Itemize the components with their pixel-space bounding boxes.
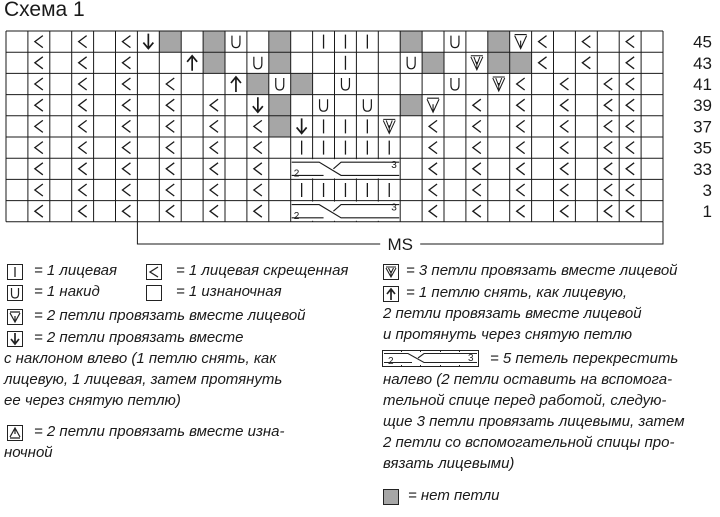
- twisted-knit-mark: [122, 57, 130, 69]
- yarn-over-mark: [320, 99, 328, 111]
- legend-cable-line2: налево (2 петли оставить на вспомога-: [383, 371, 673, 388]
- no-stitch-cell: [269, 31, 291, 52]
- twisted-knit-mark: [122, 99, 130, 111]
- legend-sk2p-line2: 2 петли провязать вместе лицевой: [383, 305, 642, 322]
- k2tog-mark: [515, 35, 527, 49]
- twisted-knit-mark: [166, 99, 174, 111]
- legend-cable: = 5 петель перекрестить: [490, 350, 679, 367]
- legend-twisted-knit: = 1 лицевая скрещенная: [176, 262, 349, 279]
- row-number-label: 1: [702, 202, 712, 222]
- k3tog-mark: [471, 56, 483, 70]
- twisted-knit-mark: [122, 205, 130, 217]
- no-stitch-cell: [510, 52, 532, 73]
- cable-left-label: 2: [293, 210, 300, 222]
- sk2p-icon: [383, 286, 399, 302]
- twisted-knit-mark: [626, 205, 634, 217]
- cable-left-label: 2: [293, 168, 300, 180]
- row-number-label: 37: [693, 117, 712, 137]
- yarn-over-mark: [451, 36, 459, 48]
- yarn-over-mark: [341, 78, 349, 90]
- yarn-over-mark: [254, 57, 262, 69]
- sk2p-mark: [187, 56, 197, 71]
- twisted-knit-mark: [166, 120, 174, 132]
- twisted-knit-mark: [254, 163, 262, 175]
- twisted-knit-mark: [560, 120, 568, 132]
- twisted-knit-mark: [626, 142, 634, 154]
- legend-sk2p-line3: и протянуть через снятую петлю: [383, 326, 633, 343]
- twisted-knit-mark: [79, 205, 87, 217]
- row-number-label: 35: [693, 138, 712, 158]
- legend-yarn-over: = 1 накид: [34, 283, 100, 300]
- cable-right-label: 3: [391, 202, 397, 214]
- cable-icon-left-label: 2: [388, 356, 394, 367]
- no-stitch-cell: [159, 31, 181, 52]
- legend-ssk-line2: с наклоном влево (1 петлю снять, как: [4, 350, 277, 367]
- twisted-knit-mark: [604, 120, 612, 132]
- twisted-knit-mark: [166, 78, 174, 90]
- twisted-knit-mark: [429, 142, 437, 154]
- twisted-knit-mark: [604, 184, 612, 196]
- twisted-knit-mark: [166, 184, 174, 196]
- twisted-knit-mark: [35, 78, 43, 90]
- legend-ssk-line4: ее через снятую петлю): [4, 392, 181, 409]
- legend-p2tog: = 2 петли провязать вместе изна-: [34, 423, 285, 440]
- no-stitch-cell: [269, 116, 291, 137]
- no-stitch-cell: [203, 31, 225, 52]
- legend-sk2p: = 1 петлю снять, как лицевую,: [406, 284, 628, 301]
- twisted-knit-mark: [626, 78, 634, 90]
- no-stitch-cell: [488, 52, 510, 73]
- twisted-knit-mark: [429, 205, 437, 217]
- twisted-knit-mark: [166, 163, 174, 175]
- twisted-knit-mark: [79, 142, 87, 154]
- row-number-label: 39: [693, 96, 712, 116]
- yarn-over-mark: [276, 78, 284, 90]
- twisted-knit-mark: [35, 163, 43, 175]
- no-stitch-cell: [269, 95, 291, 116]
- twisted-knit-mark: [35, 36, 43, 48]
- twisted-knit-mark: [473, 99, 481, 111]
- twisted-knit-mark: [210, 142, 218, 154]
- twisted-knit-mark: [604, 163, 612, 175]
- legend-cable-line6: вязать лицевыми): [383, 455, 515, 472]
- twisted-knit-mark: [254, 184, 262, 196]
- twisted-knit-mark: [210, 205, 218, 217]
- chart-title: Схема 1: [4, 0, 85, 21]
- k3tog-mark: [493, 77, 505, 91]
- twisted-knit-mark: [560, 184, 568, 196]
- yarn-over-mark: [407, 57, 415, 69]
- twisted-knit-mark: [254, 142, 262, 154]
- twisted-knit-mark: [122, 120, 130, 132]
- cable-icon-right-label: 3: [468, 353, 474, 364]
- legend-p2tog-line2: ночной: [4, 444, 53, 461]
- twisted-knit-mark: [79, 184, 87, 196]
- twisted-knit-mark: [166, 142, 174, 154]
- twisted-knit-mark: [626, 36, 634, 48]
- no-stitch-icon: [383, 489, 399, 505]
- twisted-knit-mark: [35, 205, 43, 217]
- twisted-knit-mark: [79, 120, 87, 132]
- sk2p-mark: [231, 77, 241, 92]
- twisted-knit-mark: [254, 120, 262, 132]
- p2tog-icon: [7, 425, 23, 441]
- twisted-knit-mark: [517, 163, 525, 175]
- k3tog-icon: [383, 264, 399, 280]
- twisted-knit-mark: [560, 78, 568, 90]
- no-stitch-cell: [422, 52, 444, 73]
- twisted-knit-mark: [560, 99, 568, 111]
- yarn-over-icon: [7, 285, 23, 301]
- legend-knit: = 1 лицевая: [34, 262, 118, 279]
- twisted-knit-mark: [517, 142, 525, 154]
- twisted-knit-mark: [560, 205, 568, 217]
- twisted-knit-mark: [122, 78, 130, 90]
- twisted-knit-mark: [473, 142, 481, 154]
- ssk-mark: [253, 97, 263, 112]
- row-number-label: 33: [693, 159, 712, 179]
- yarn-over-mark: [232, 36, 240, 48]
- twisted-knit-mark: [210, 184, 218, 196]
- twisted-knit-mark: [626, 99, 634, 111]
- twisted-knit-mark: [166, 205, 174, 217]
- twisted-knit-mark: [473, 184, 481, 196]
- no-stitch-cell: [269, 52, 291, 73]
- twisted-knit-mark: [35, 142, 43, 154]
- no-stitch-cell: [291, 73, 313, 94]
- twisted-knit-mark: [517, 78, 525, 90]
- twisted-knit-mark: [582, 57, 590, 69]
- twisted-knit-mark: [35, 184, 43, 196]
- ms-label: MS: [387, 235, 413, 254]
- row-number-label: 45: [693, 32, 712, 52]
- ssk-mark: [143, 34, 153, 49]
- yarn-over-mark: [451, 78, 459, 90]
- twisted-knit-mark: [626, 163, 634, 175]
- twisted-knit-mark: [604, 99, 612, 111]
- no-stitch-cell: [400, 31, 422, 52]
- twisted-knit-mark: [79, 163, 87, 175]
- twisted-knit-mark: [79, 57, 87, 69]
- twisted-knit-mark: [604, 78, 612, 90]
- twisted-knit-mark: [35, 57, 43, 69]
- twisted-knit-mark: [560, 163, 568, 175]
- twisted-knit-mark: [254, 205, 262, 217]
- twisted-knit-mark: [122, 184, 130, 196]
- legend-cable-line4: щие 3 петли провязать лицевыми, затем: [383, 413, 685, 430]
- cable-right-label: 3: [391, 160, 397, 172]
- twisted-knit-mark: [473, 163, 481, 175]
- twisted-knit-mark: [122, 163, 130, 175]
- k3tog-mark: [383, 119, 395, 133]
- twisted-knit-mark: [210, 99, 218, 111]
- no-stitch-cell: [488, 31, 510, 52]
- yarn-over-mark: [363, 99, 371, 111]
- twisted-knit-mark: [429, 184, 437, 196]
- legend-k3tog: = 3 петли провязать вместе лицевой: [406, 262, 678, 279]
- twisted-knit-mark: [517, 205, 525, 217]
- ssk-icon: [7, 331, 23, 347]
- purl-stitch-icon: [146, 285, 162, 301]
- cable-cross-icon: [382, 350, 480, 368]
- twisted-knit-mark: [604, 205, 612, 217]
- twisted-knit-mark: [473, 120, 481, 132]
- twisted-knit-icon: [146, 264, 162, 280]
- legend-cable-line3: тельной спице перед работой, следую-: [383, 392, 667, 409]
- twisted-knit-mark: [582, 36, 590, 48]
- twisted-knit-mark: [560, 142, 568, 154]
- legend-ssk-line3: лицевую, 1 лицевая, затем протянуть: [4, 371, 283, 388]
- twisted-knit-mark: [626, 120, 634, 132]
- twisted-knit-mark: [35, 99, 43, 111]
- row-number-label: 3: [702, 181, 712, 200]
- no-stitch-cell: [247, 73, 269, 94]
- legend-no-stitch: = нет петли: [408, 487, 500, 504]
- twisted-knit-mark: [210, 163, 218, 175]
- k2tog-mark: [427, 98, 439, 112]
- twisted-knit-mark: [429, 120, 437, 132]
- legend-ssk: = 2 петли провязать вместе: [34, 329, 244, 346]
- no-stitch-cell: [203, 52, 225, 73]
- legend-cable-line5: 2 петли со вспомогательной спицы про-: [383, 434, 675, 451]
- twisted-knit-mark: [517, 184, 525, 196]
- twisted-knit-mark: [626, 57, 634, 69]
- ssk-mark: [297, 118, 307, 133]
- knit-stitch-icon: [7, 264, 23, 280]
- twisted-knit-mark: [122, 142, 130, 154]
- twisted-knit-mark: [539, 57, 547, 69]
- twisted-knit-mark: [473, 205, 481, 217]
- row-number-label: 43: [693, 53, 712, 73]
- twisted-knit-mark: [122, 36, 130, 48]
- legend-purl: = 1 изнаночная: [176, 283, 282, 300]
- twisted-knit-mark: [539, 36, 547, 48]
- twisted-knit-mark: [35, 120, 43, 132]
- no-stitch-cell: [400, 95, 422, 116]
- twisted-knit-mark: [79, 99, 87, 111]
- twisted-knit-mark: [79, 78, 87, 90]
- legend-k2tog: = 2 петли провязать вместе лицевой: [34, 307, 306, 324]
- twisted-knit-mark: [429, 163, 437, 175]
- twisted-knit-mark: [626, 184, 634, 196]
- row-number-label: 41: [693, 75, 712, 94]
- twisted-knit-mark: [517, 120, 525, 132]
- twisted-knit-mark: [517, 99, 525, 111]
- twisted-knit-mark: [210, 120, 218, 132]
- k2tog-icon: [7, 309, 23, 325]
- twisted-knit-mark: [79, 36, 87, 48]
- twisted-knit-mark: [604, 142, 612, 154]
